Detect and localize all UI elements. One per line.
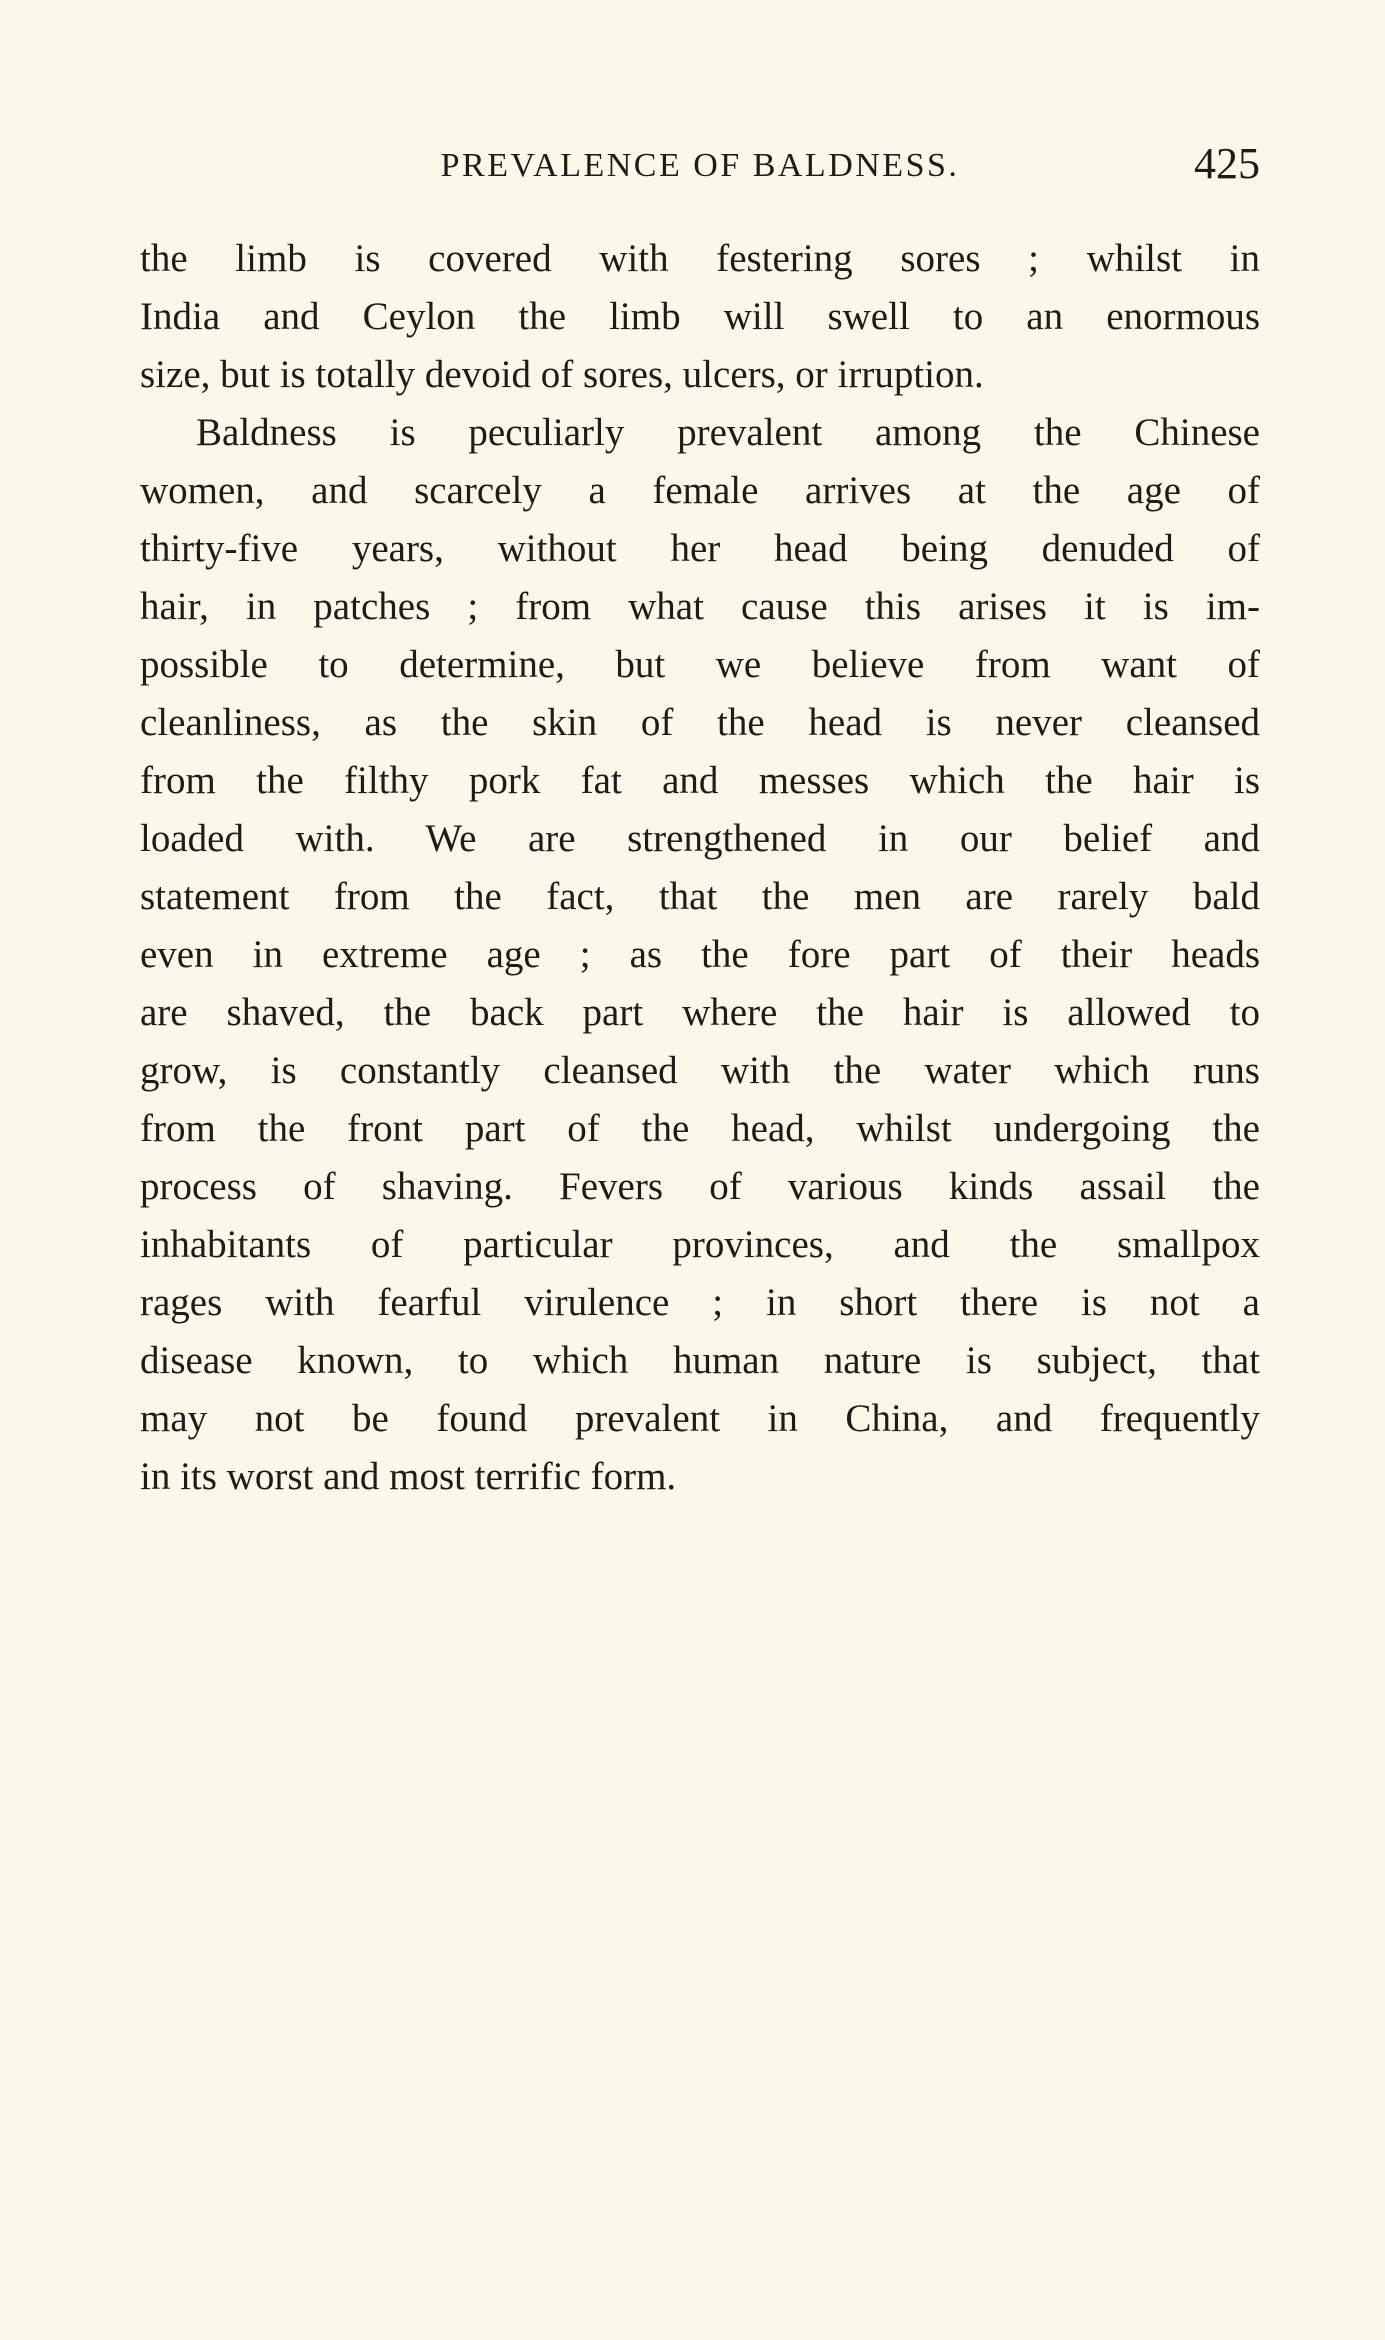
text-line: cleanliness, as the skin of the head is never cleansed: [140, 701, 1260, 744]
text-line: may not be found prevalent in China, and frequently: [140, 1397, 1260, 1440]
text-line: from the filthy pork fat and messes which the hair is: [140, 759, 1260, 802]
text-line: in its worst and most terrific form.: [140, 1455, 677, 1498]
text-line: India and Ceylon the limb will swell to an enormous: [140, 295, 1260, 338]
text-line: from the front part of the head, whilst undergoing the: [140, 1107, 1260, 1150]
text-line: disease known, to which human nature is subject, that: [140, 1339, 1260, 1382]
text-line: women, and scarcely a female arrives at the age of: [140, 469, 1260, 512]
text-line: size, but is totally devoid of sores, ulcers, or irruption.: [140, 353, 984, 396]
text-line: hair, in patches ; from what cause this arises it is im-: [140, 585, 1260, 628]
text-line: rages with fearful virulence ; in short there is not a: [140, 1281, 1260, 1324]
text-line: loaded with. We are strengthened in our belief and: [140, 817, 1260, 860]
text-line: thirty-five years, without her head being denuded of: [140, 527, 1260, 570]
text-line: are shaved, the back part where the hair is allowed to: [140, 991, 1260, 1034]
text-line: even in extreme age ; as the fore part of their heads: [140, 933, 1260, 976]
text-line: process of shaving. Fevers of various kinds assail the: [140, 1165, 1260, 1208]
body-text: [140, 230, 1260, 1506]
running-head: [140, 140, 1260, 196]
text-line: grow, is constantly cleansed with the water which runs: [140, 1049, 1260, 1092]
paragraph-start-line: Baldness is peculiarly prevalent among the Chinese: [196, 411, 1260, 454]
running-title: PREVALENCE OF BALDNESS.: [440, 147, 960, 184]
text-line: possible to determine, but we believe from want of: [140, 643, 1260, 686]
text-line: statement from the fact, that the men are rarely bald: [140, 875, 1260, 918]
text-line: inhabitants of particular provinces, and the smallpox: [140, 1223, 1260, 1266]
text-line: the limb is covered with festering sores ; whilst in: [140, 237, 1260, 280]
page-number: 425: [1194, 139, 1260, 188]
